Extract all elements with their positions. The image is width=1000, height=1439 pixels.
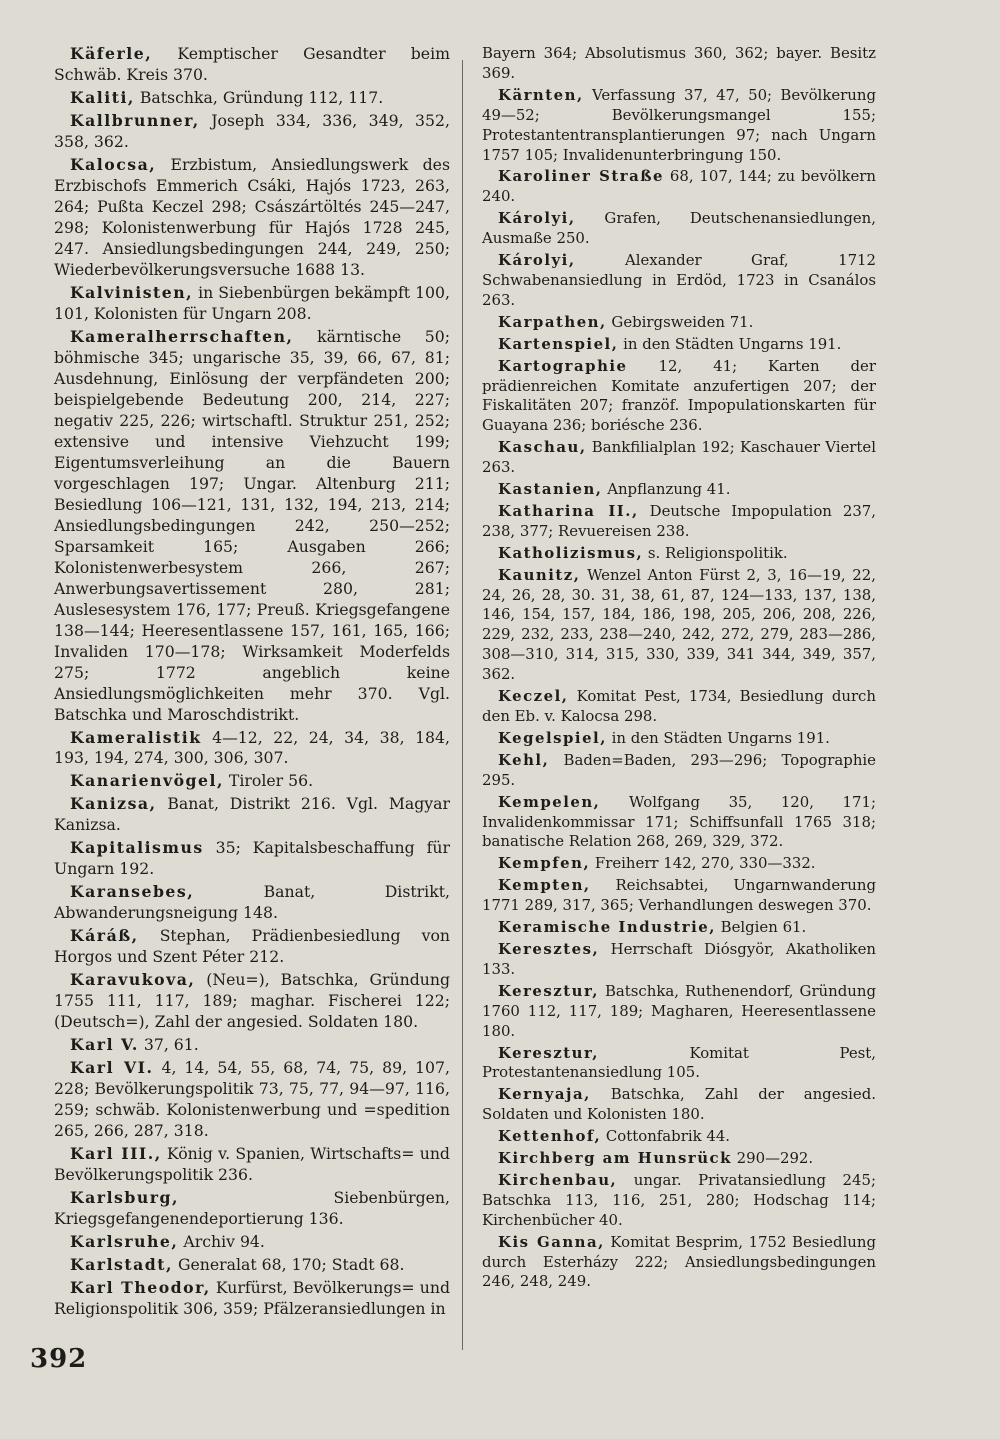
- entry-head: Kempfen,: [498, 854, 591, 873]
- entry-head: Kastanien,: [498, 480, 603, 499]
- entry-head: Kirchberg am Hunsrück: [498, 1149, 732, 1168]
- entry-head: Karl V.: [70, 1035, 139, 1055]
- entry-text: Komitat Pest, 1734, Besiedlung durch den Eb. v. Kalocsa 298.: [482, 687, 876, 725]
- index-entry: [54, 1035, 450, 1056]
- entry-text: Verfassung 37, 47, 50; Bevölkerung 49—52; Bevölkerungsmangel 155; Protestantentransplantierungen 97; nach Ungarn 1757 105; Invalidenunterbringung 150.: [482, 85, 876, 164]
- entry-text: Siebenbürgen, Kriegsgefangenendeportierung 136.: [54, 1188, 450, 1229]
- entry-text: 290—292.: [731, 1149, 814, 1168]
- left-column: [54, 44, 450, 1322]
- entry-text: Baden=Baden, 293—296; Topographie 295.: [482, 750, 876, 789]
- entry-head: Karansebes,: [70, 882, 195, 902]
- index-entry: [54, 1232, 450, 1253]
- entry-head: Kallbrunner,: [70, 110, 200, 130]
- entry-head: Keresztes,: [498, 939, 600, 958]
- entry-head: Kirchenbau,: [498, 1170, 618, 1189]
- entry-text: in den Städten Ungarns 191.: [606, 728, 830, 747]
- entry-head: Kaunitz,: [498, 565, 581, 584]
- entry-text: Freiherr 142, 270, 330—332.: [590, 854, 816, 873]
- index-entry: [54, 111, 450, 153]
- entry-text: Erzbistum, Ansiedlungswerk des Erzbischofs Emmerich Csáki, Hajós 1723, 263, 264; Pußta Keczel 298; Császártöltés 245—247, 298; Kolonistenwerbung für Hajós 1728 245, 247. Ansiedlungsbedingungen 244, 249, 250; Wiederbevölkerungsversuche 1688 13.: [54, 154, 450, 279]
- entry-text: 12, 41; Karten der prädienreichen Komitate anzufertigen 207; der Fiskalitäten 207; franzöf. Impopulationskarten für Guayana 236; boriésche 236.: [482, 356, 876, 435]
- entry-text: Komitat Pest, Protestantenansiedlung 105.: [482, 1043, 876, 1082]
- entry-head: Károlyi,: [498, 251, 576, 270]
- index-entry: [482, 480, 876, 500]
- entry-text: 37, 61.: [138, 1035, 199, 1055]
- entry-text: Wenzel Anton Fürst 2, 3, 16—19, 22, 24, 26, 28, 30. 31, 38, 61, 87, 124—133, 137, 138, 146, 154, 157, 184, 186, 198, 205, 206, 208, 226, 229, 232, 233, 238—240, 242, 272, 279, 283—286, 308—310, 314, 315, 330, 339, 341 344, 349, 357, 362.: [482, 565, 876, 684]
- entry-text: Joseph 334, 336, 349, 352, 358, 362.: [54, 110, 450, 151]
- index-entry: [482, 729, 876, 749]
- entry-text: Archiv 94.: [178, 1232, 265, 1252]
- index-entry: [482, 876, 876, 916]
- index-entry: [54, 970, 450, 1033]
- index-entry: [54, 728, 450, 770]
- index-entry: [482, 1171, 876, 1231]
- entry-head: Käferle,: [70, 44, 153, 63]
- entry-text: Stephan, Prädienbesiedlung von Horgos und Szent Péter 212.: [54, 926, 450, 967]
- entry-head: Kehl,: [498, 750, 550, 769]
- index-entry: [482, 1149, 876, 1169]
- entry-text: Deutsche Impopulation 237, 238, 377; Revuereisen 238.: [482, 501, 876, 540]
- entry-text: kärntische 50; böhmische 345; ungarische 35, 39, 66, 67, 81; Ausdehnung, Einlösung der verpfändeten 200; beispielgebende Bedeutung 200, 214, 227; negativ 225, 226; wirtschaftl. Struktur 251, 252; extensive und intensive Viehzucht 199; Eigentumsverleihung an die Bauern vorgeschlagen 197; Ungar. Altenburg 211; Besiedlung 106—121, 131, 132, 194, 213, 214; Ansiedlungsbedingungen 242, 250—252; Sparsamkeit 165; Ausgaben 266; Kolonistenwerbesystem 266, 267; Anwerbungsavertissement 280, 281; Auslesesystem 176, 177; Preuß. Kriegsgefangene 138—144; Heeresentlassene 157, 161, 165, 166; Invaliden 170—178; Wirksamkeit Moderfelds 275; 1772 angeblich keine Ansiedlungsmöglichkeiten mehr 370. Vgl. Batschka und Maroschdistrikt.: [54, 326, 450, 724]
- entry-text: Wolfgang 35, 120, 171; Invalidenkommissar 171; Schiffsunfall 1765 318; banatische Relation 268, 269, 329, 372.: [482, 792, 876, 851]
- entry-head: Kanarienvögel,: [70, 771, 224, 791]
- index-entry: [482, 44, 876, 84]
- entry-head: Karoliner Straße: [498, 167, 665, 186]
- entry-text: Bayern 364; Absolutismus 360, 362; bayer. Besitz 369.: [482, 44, 876, 82]
- entry-head: Karl VI.: [70, 1058, 154, 1078]
- entry-text: Tiroler 56.: [223, 771, 314, 791]
- entry-text: Cottonfabrik 44.: [601, 1127, 731, 1146]
- entry-head: Káráß,: [70, 926, 139, 946]
- index-entry: [54, 283, 450, 325]
- index-entry: [482, 1044, 876, 1084]
- entry-text: ungar. Privatansiedlung 245; Batschka 113, 116, 251, 280; Hodschag 114; Kirchenbücher 40.: [482, 1170, 876, 1229]
- index-entry: [54, 771, 450, 792]
- entry-head: Kameralistik: [70, 727, 202, 747]
- entry-text: Komitat Besprim, 1752 Besiedlung durch Esterházy 222; Ansiedlungsbedingungen 246, 248, 249.: [482, 1232, 876, 1291]
- entry-text: in den Städten Ungarns 191.: [618, 334, 842, 353]
- entry-text: Batschka, Zahl der angesied. Soldaten und Kolonisten 180.: [482, 1085, 876, 1124]
- entry-head: Kaschau,: [498, 438, 587, 457]
- entry-text: (Neu=), Batschka, Gründung 1755 111, 117, 189; maghar. Fischerei 122; (Deutsch=), Zahl der angesied. Soldaten 180.: [54, 970, 450, 1032]
- entry-head: Keramische Industrie,: [498, 918, 716, 937]
- entry-head: Karlstadt,: [70, 1255, 173, 1275]
- entry-text: 4, 14, 54, 55, 68, 74, 75, 89, 107, 228; Bevölkerungspolitik 73, 75, 77, 94—97, 116, 259; schwäb. Kolonistenwerbung und =spedition 265, 266, 287, 318.: [54, 1058, 450, 1141]
- entry-text: in Siebenbürgen bekämpft 100, 101, Kolonisten für Ungarn 208.: [54, 282, 450, 323]
- index-entry: [482, 335, 876, 355]
- entry-head: Kettenhof,: [498, 1127, 602, 1146]
- entry-text: Batschka, Ruthenendorf, Gründung 1760 112, 117, 189; Magharen, Heeresentlassene 180.: [482, 981, 876, 1040]
- entry-text: Anpflanzung 41.: [602, 480, 731, 499]
- index-entry: [482, 209, 876, 249]
- entry-head: Kempten,: [498, 876, 591, 895]
- entry-text: Banat, Distrikt 216. Vgl. Magyar Kanizsa.: [54, 794, 450, 835]
- index-entry: [54, 926, 450, 968]
- index-entry: [54, 882, 450, 924]
- entry-text: Alexander Graf, 1712 Schwabenansiedlung in Erdöd, 1723 in Csanálos 263.: [482, 251, 876, 309]
- entry-head: Kalocsa,: [70, 154, 157, 174]
- entry-head: Kartenspiel,: [498, 334, 619, 353]
- entry-head: Kanizsa,: [70, 794, 157, 814]
- entry-text: Kemptischer Gesandter beim Schwäb. Kreis 370.: [54, 44, 450, 84]
- column-divider: [462, 60, 463, 1350]
- index-entry: [482, 982, 876, 1042]
- index-entry: [482, 854, 876, 874]
- entry-head: Katholizismus,: [498, 543, 644, 562]
- index-entry: [54, 1058, 450, 1142]
- entry-text: Herrschaft Diósgyör, Akatholiken 133.: [482, 939, 876, 978]
- index-entry: [54, 44, 450, 86]
- index-entry: [482, 940, 876, 980]
- entry-head: Kaliti,: [70, 87, 135, 107]
- entry-head: Karl Theodor,: [70, 1278, 211, 1298]
- entry-head: Karlsburg,: [70, 1188, 179, 1208]
- index-entry: [482, 502, 876, 542]
- entry-text: König v. Spanien, Wirtschafts= und Bevölkerungspolitik 236.: [54, 1144, 450, 1185]
- index-entry: [482, 1127, 876, 1147]
- index-entry: [482, 438, 876, 478]
- entry-head: Kartographie: [498, 356, 628, 375]
- index-entry: [54, 88, 450, 109]
- index-entry: [482, 1233, 876, 1293]
- index-entry: [482, 751, 876, 791]
- index-entry: [482, 687, 876, 727]
- entry-head: Keresztur,: [498, 1043, 599, 1062]
- entry-head: Kärnten,: [498, 85, 584, 104]
- index-entry: [482, 167, 876, 207]
- entry-text: 68, 107, 144; zu bevölkern 240.: [482, 167, 876, 206]
- entry-head: Kameralherrschaften,: [70, 326, 294, 346]
- index-entry: [482, 251, 876, 311]
- index-entry: [54, 1255, 450, 1276]
- index-entry: [54, 1144, 450, 1186]
- entry-head: Károlyi,: [498, 209, 576, 228]
- index-entry: [54, 155, 450, 281]
- entry-text: Grafen, Deutschenansiedlungen, Ausmaße 250.: [482, 209, 876, 248]
- entry-head: Keczel,: [498, 687, 569, 706]
- entry-text: 35; Kapitalsbeschaffung für Ungarn 192.: [54, 838, 450, 879]
- index-entry: [54, 794, 450, 836]
- entry-head: Keresztur,: [498, 981, 599, 1000]
- entry-text: Generalat 68, 170; Stadt 68.: [172, 1255, 405, 1275]
- entry-text: s. Religionspolitik.: [643, 543, 788, 562]
- entry-head: Karpathen,: [498, 312, 607, 331]
- entry-head: Kempelen,: [498, 792, 601, 811]
- index-entry: [54, 1278, 450, 1320]
- index-entry: [482, 566, 876, 685]
- entry-head: Katharina II.,: [498, 501, 639, 520]
- index-entry: [482, 544, 876, 564]
- entry-head: Kalvinisten,: [70, 282, 194, 302]
- entry-head: Karavukova,: [70, 970, 196, 990]
- right-column: [482, 44, 876, 1294]
- index-entry: [482, 918, 876, 938]
- index-entry: [482, 1085, 876, 1125]
- index-entry: [482, 357, 876, 437]
- entry-text: Reichsabtei, Ungarnwanderung 1771 289, 317, 365; Verhandlungen deswegen 370.: [482, 876, 876, 915]
- index-entry: [54, 327, 450, 726]
- index-entry: [482, 86, 876, 166]
- entry-head: Kernyaja,: [498, 1085, 591, 1104]
- entry-head: Kis Ganna,: [498, 1232, 605, 1251]
- entry-text: Gebirgsweiden 71.: [606, 312, 754, 331]
- entry-head: Karlsruhe,: [70, 1232, 179, 1252]
- entry-text: 4—12, 22, 24, 34, 38, 184, 193, 194, 274, 300, 306, 307.: [54, 727, 450, 768]
- index-entry: [482, 793, 876, 853]
- entry-head: Kapitalismus: [70, 838, 204, 858]
- index-entry: [54, 838, 450, 880]
- index-entry: [54, 1188, 450, 1230]
- entry-head: Kegelspiel,: [498, 728, 607, 747]
- entry-text: Belgien 61.: [715, 918, 807, 937]
- entry-head: Karl III.,: [70, 1144, 162, 1164]
- entry-text: Batschka, Gründung 112, 117.: [134, 87, 384, 107]
- entry-text: Banat, Distrikt, Abwanderungsneigung 148.: [54, 882, 450, 923]
- page-number: 392: [30, 1344, 88, 1374]
- entry-text: Bankfilialplan 192; Kaschauer Viertel 263.: [482, 438, 876, 477]
- index-entry: [482, 313, 876, 333]
- entry-text: Kurfürst, Bevölkerungs= und Religionspolitik 306, 359; Pfälzeransiedlungen in: [54, 1278, 451, 1319]
